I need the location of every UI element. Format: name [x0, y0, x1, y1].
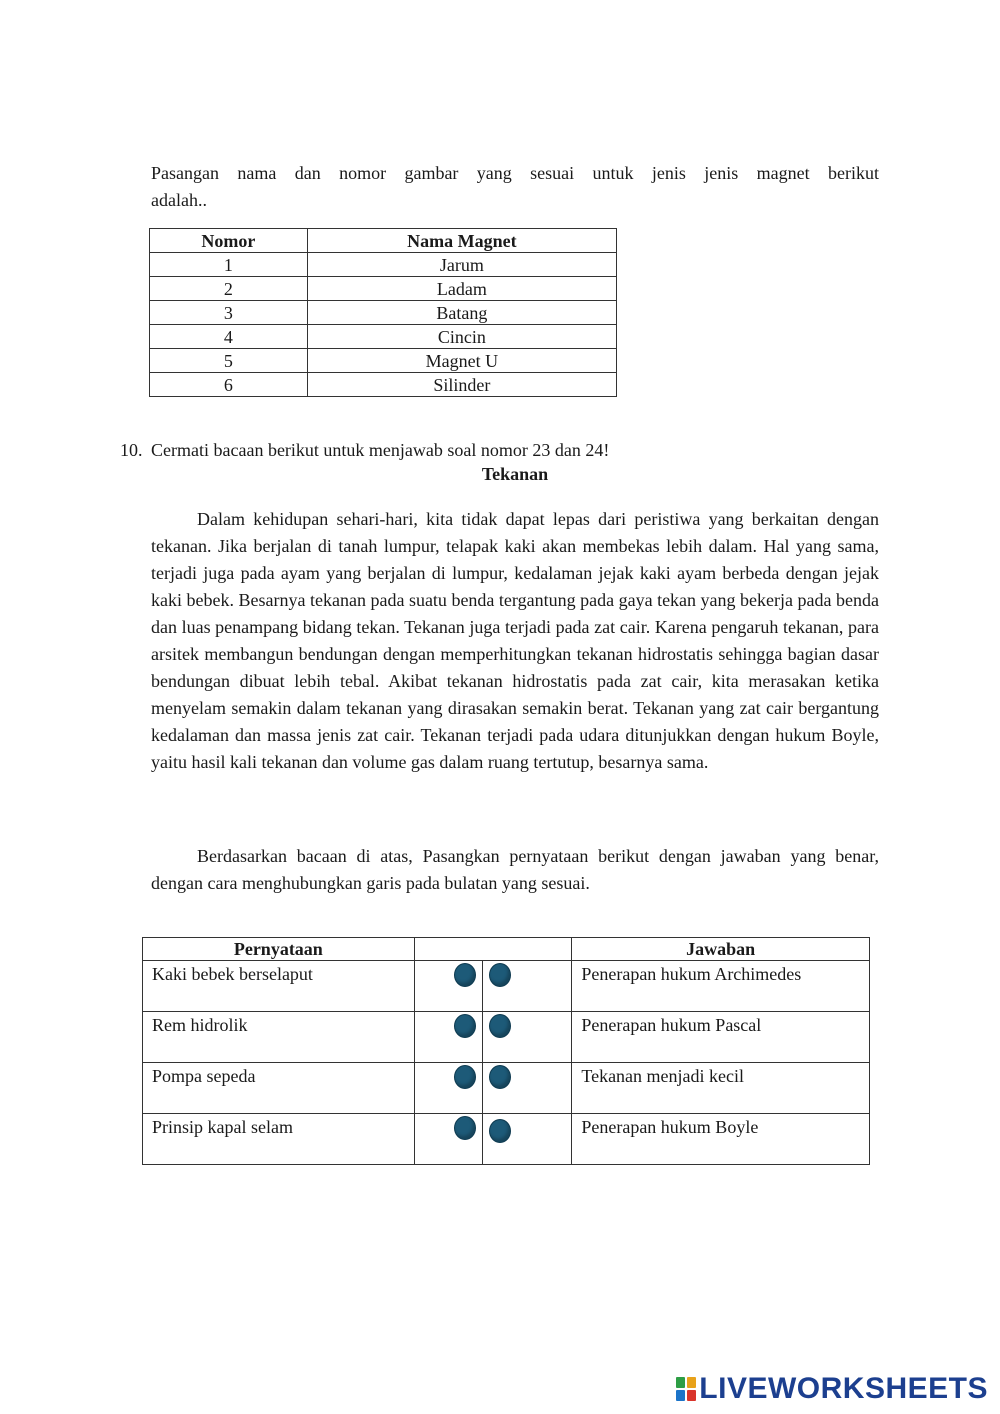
magnet-header-nama: Nama Magnet [307, 229, 616, 253]
instruction-paragraph: Berdasarkan bacaan di atas, Pasangkan pernyataan berikut dengan jawaban yang benar, dengan cara menghubungkan garis pada bulatan yang sesuai. [151, 846, 879, 893]
answer-cell: Penerapan hukum Boyle [572, 1114, 870, 1165]
statement-cell: Prinsip kapal selam [143, 1114, 415, 1165]
answer-dot[interactable] [489, 1065, 511, 1089]
question-10 [120, 437, 609, 464]
question-text: Cermati bacaan berikut untuk menjawab soal nomor 23 dan 24! [151, 440, 610, 460]
brand-name: LIVEWORKSHEETS [699, 1372, 988, 1405]
magnet-nomor: 2 [150, 277, 308, 301]
magnet-nama: Silinder [307, 373, 616, 397]
intro-line-1: Pasangan nama dan nomor gambar yang sesuai untuk jenis jenis magnet berikut [151, 163, 879, 183]
magnet-nomor: 6 [150, 373, 308, 397]
matching-table [142, 937, 870, 1165]
table-row [150, 349, 617, 373]
magnet-table [149, 228, 617, 397]
reading-title: Tekanan [481, 464, 549, 484]
intro-text [151, 160, 879, 214]
magnet-nama: Cincin [307, 325, 616, 349]
statement-cell: Kaki bebek berselaput [143, 961, 415, 1012]
answer-dot[interactable] [489, 963, 511, 987]
magnet-header-nomor: Nomor [150, 229, 308, 253]
header-jawaban: Jawaban [572, 938, 870, 961]
intro-line-2: adalah.. [151, 190, 207, 210]
question-number: 10. [120, 440, 143, 460]
table-row [150, 373, 617, 397]
table-row [150, 325, 617, 349]
table-row [143, 1063, 870, 1114]
table-row [150, 301, 617, 325]
header-connector [414, 938, 572, 961]
statement-dot[interactable] [454, 1014, 476, 1038]
reading-paragraph: Dalam kehidupan sehari-hari, kita tidak dapat lepas dari peristiwa yang berkaitan dengan tekanan. Jika berjalan di tanah lumpur, telapak kaki akan membekas lebih dalam. Hal yang sama, terjadi juga pada ayam yang berjalan di lumpur, kedalaman jejak kaki ayam berbeda dengan jejak kaki bebek. Besarnya tekanan pada suatu benda tergantung pada gaya tekan yang bekerja pada benda dan luas penampang bidang tekan. Tekanan juga terjadi pada zat cair. Karena pengaruh tekanan, para arsitek membangun bendungan dengan memperhitungkan tekanan hidrostatis sehingga bagian dasar bendungan dibuat lebih tebal. Akibat tekanan hidrostatis pada zat cair, kita merasakan ketika menyelam semakin dalam tekanan yang dirasakan semakin berat. Tekanan yang zat cair bergantung kedalaman dan massa jenis zat cair. Tekanan terjadi pada udara ditunjukkan dengan hukum Boyle, yaitu hasil kali tekanan dan volume gas dalam ruang tertutup, besarnya sama. [151, 509, 879, 772]
answer-dot[interactable] [489, 1119, 511, 1143]
table-row [143, 1114, 870, 1165]
brand-mark-square [676, 1377, 685, 1388]
magnet-nomor: 5 [150, 349, 308, 373]
table-row [150, 277, 617, 301]
liveworksheets-logo [676, 1372, 988, 1406]
magnet-nomor: 3 [150, 301, 308, 325]
magnet-nama: Magnet U [307, 349, 616, 373]
magnet-nama: Ladam [307, 277, 616, 301]
magnet-nama: Jarum [307, 253, 616, 277]
magnet-nomor: 1 [150, 253, 308, 277]
answer-cell: Penerapan hukum Pascal [572, 1012, 870, 1063]
statement-cell: Rem hidrolik [143, 1012, 415, 1063]
brand-mark-icon [676, 1377, 696, 1401]
header-pernyataan: Pernyataan [143, 938, 415, 961]
answer-cell: Tekanan menjadi kecil [572, 1063, 870, 1114]
instruction-text [151, 843, 879, 897]
magnet-nomor: 4 [150, 325, 308, 349]
statement-dot[interactable] [454, 1116, 476, 1140]
answer-cell: Penerapan hukum Archimedes [572, 961, 870, 1012]
magnet-nama: Batang [307, 301, 616, 325]
brand-mark-square [687, 1390, 696, 1401]
table-row [150, 253, 617, 277]
table-row [143, 961, 870, 1012]
reading-passage [151, 506, 879, 776]
table-row [143, 1012, 870, 1063]
statement-dot[interactable] [454, 1065, 476, 1089]
statement-cell: Pompa sepeda [143, 1063, 415, 1114]
brand-mark-square [687, 1377, 696, 1388]
brand-mark-square [676, 1390, 685, 1401]
statement-dot[interactable] [454, 963, 476, 987]
answer-dot[interactable] [489, 1014, 511, 1038]
